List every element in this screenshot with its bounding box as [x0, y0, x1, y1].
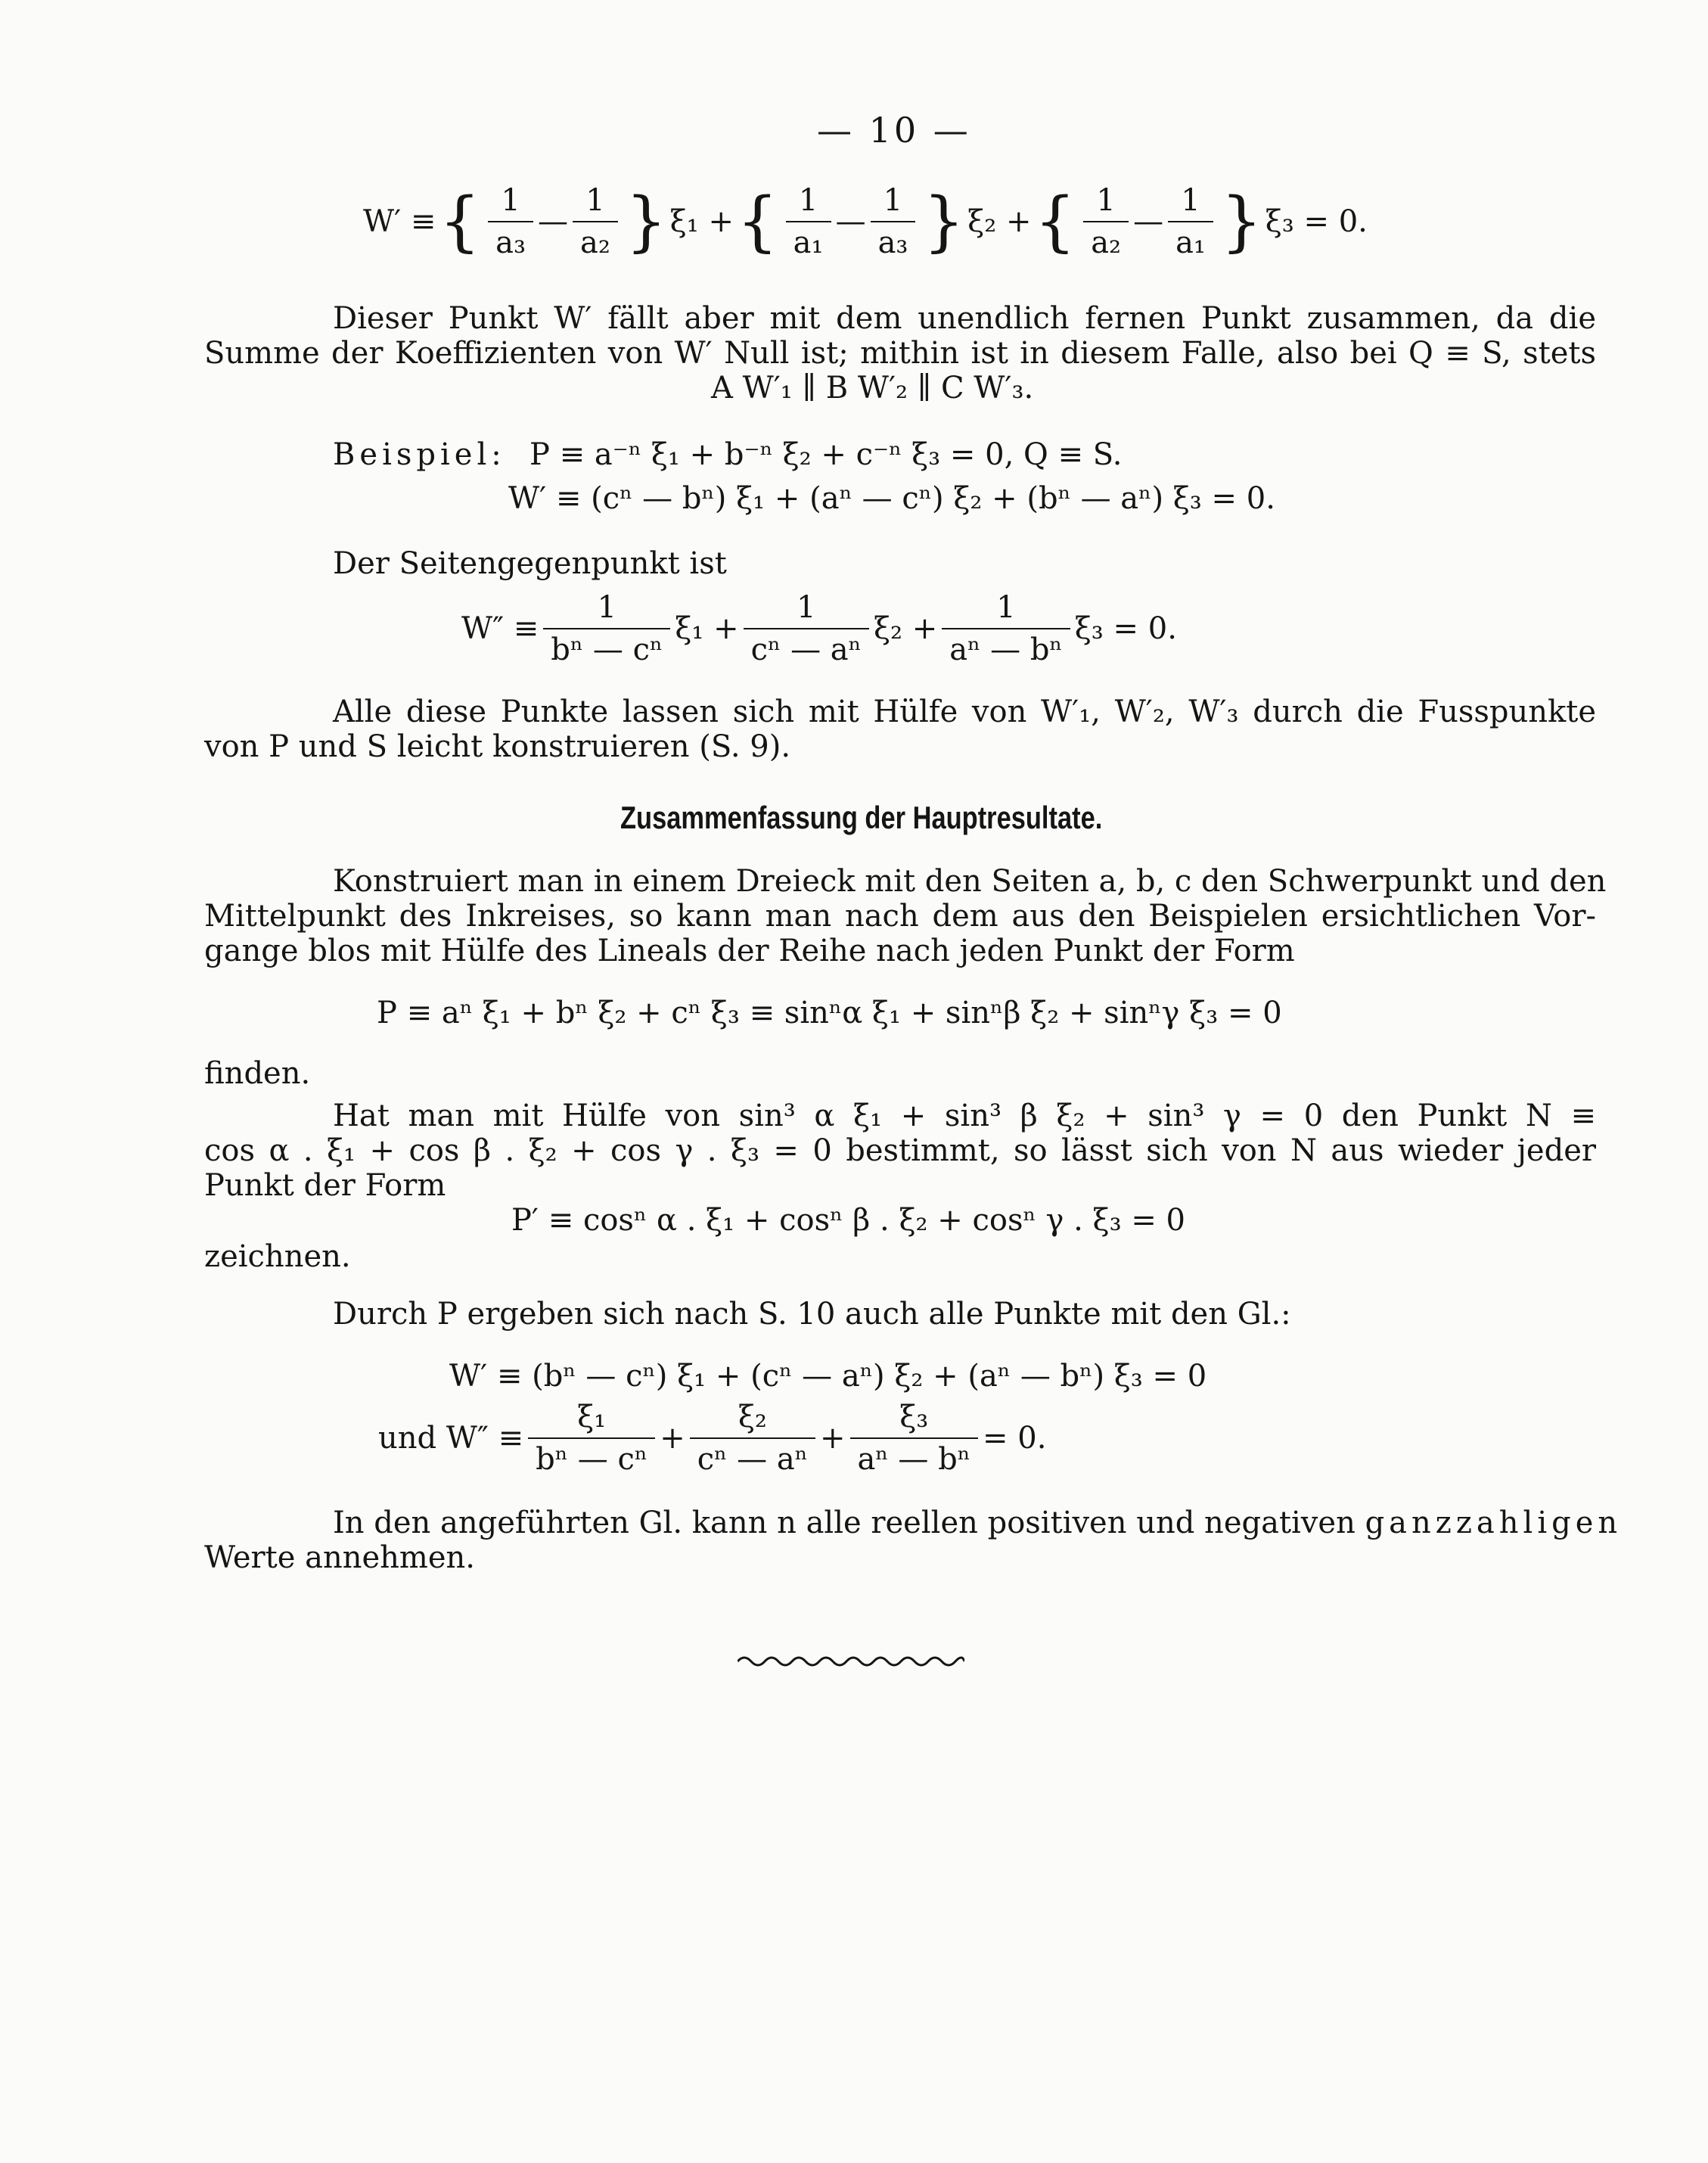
example-equation-w-prime: W′ ≡ (cⁿ — bⁿ) ξ₁ + (aⁿ — cⁿ) ξ₂ + (bⁿ — aⁿ) ξ₃ = 0. — [508, 481, 1275, 516]
paragraph-line: Punkt der Form — [204, 1168, 446, 1203]
equation-p-prime: P′ ≡ cosⁿ α . ξ₁ + cosⁿ β . ξ₂ + cosⁿ γ . ξ₃ = 0 — [511, 1203, 1185, 1238]
paragraph-line: finden. — [204, 1056, 311, 1091]
eq1-var2: ξ₂ + — [967, 204, 1032, 239]
eq6-operator: + — [820, 1421, 846, 1456]
eq1-var1: ξ₁ + — [669, 204, 734, 239]
brace-close: } — [625, 184, 667, 259]
paragraph-line: A W′₁ ∥ B W′₂ ∥ C W′₃. — [711, 371, 1034, 406]
paragraph-line: Mittelpunkt des Inkreises, so kann man nach dem aus den Beispielen ersichtlichen Vor- — [204, 899, 1596, 934]
fraction: $\frac{1}{\text{bⁿ — cⁿ}}$ — [543, 590, 670, 667]
brace-open: { — [1034, 184, 1076, 259]
equation-w-prime-final: W′ ≡ (bⁿ — cⁿ) ξ₁ + (cⁿ — aⁿ) ξ₂ + (aⁿ — bⁿ) ξ₃ = 0 — [449, 1359, 1207, 1394]
paragraph-line: Hat man mit Hülfe von sin³ α ξ₁ + sin³ β ξ₂ + sin³ γ = 0 den Punkt N ≡ — [333, 1099, 1596, 1133]
spaced-emphasis: ganzzahligen — [1365, 1506, 1623, 1540]
paragraph-line: zeichnen. — [204, 1239, 351, 1274]
eq2-lhs: W″ ≡ — [461, 611, 539, 646]
fraction: $\frac{1}{\text{cⁿ — aⁿ}}$ — [744, 590, 869, 667]
paragraph-line: Durch P ergeben sich nach S. 10 auch alle Punkte mit den Gl.: — [333, 1297, 1291, 1332]
paragraph-text: In den angeführten Gl. kann n alle reellen positiven und negativen — [333, 1506, 1356, 1540]
fraction: $\frac{1}{\text{a₁}}$ — [786, 183, 831, 260]
paragraph-line: cos α . ξ₁ + cos β . ξ₂ + cos γ . ξ₃ = 0 bestimmt, so lässt sich von N aus wieder jeder — [204, 1133, 1596, 1168]
brace-close: } — [923, 184, 965, 259]
decorative-wavy-rule — [738, 1649, 964, 1672]
equation-w-double-prime — [461, 590, 1177, 667]
fraction: $\frac{1}{\text{a₂}}$ — [573, 183, 618, 260]
fraction: $\frac{\text{ξ₁}}{\text{bⁿ — cⁿ}}$ — [528, 1400, 655, 1477]
fraction: $\frac{\text{ξ₂}}{\text{cⁿ — aⁿ}}$ — [690, 1400, 815, 1477]
fraction: $\frac{1}{\text{aⁿ — bⁿ}}$ — [942, 590, 1070, 667]
eq1-var3: ξ₃ = 0. — [1265, 204, 1368, 239]
paragraph-line: Dieser Punkt W′ fällt aber mit dem unendlich fernen Punkt zusammen, da die — [333, 301, 1596, 336]
paragraph-line: von P und S leicht konstruieren (S. 9). — [204, 729, 791, 764]
eq6-lhs: und W″ ≡ — [378, 1421, 524, 1456]
eq2-var: ξ₃ = 0. — [1074, 611, 1177, 646]
paragraph-line: gange blos mit Hülfe des Lineals der Reihe nach jeden Punkt der Form — [204, 934, 1295, 968]
fraction: $\frac{1}{\text{a₃}}$ — [488, 183, 533, 260]
fraction: $\frac{1}{\text{a₁}}$ — [1168, 183, 1213, 260]
paragraph-line: Werte annehmen. — [204, 1540, 475, 1575]
eq1-lhs: W′ ≡ — [363, 204, 436, 239]
paragraph-line: Der Seitengegenpunkt ist — [333, 546, 727, 581]
paragraph-line — [333, 1506, 1623, 1540]
equation-p-general: P ≡ aⁿ ξ₁ + bⁿ ξ₂ + cⁿ ξ₃ ≡ sinⁿα ξ₁ + sinⁿβ ξ₂ + sinⁿγ ξ₃ = 0 — [377, 996, 1282, 1030]
fraction: $\frac{1}{\text{a₂}}$ — [1083, 183, 1129, 260]
eq2-var: ξ₂ + — [873, 611, 938, 646]
page-number: — 10 — — [817, 110, 971, 151]
eq6-end: = 0. — [983, 1421, 1047, 1456]
equation-w-double-prime-final — [378, 1400, 1046, 1477]
paragraph-line: Summe der Koeffizienten von W′ Null ist; mithin ist in diesem Falle, also bei Q ≡ S, stets — [204, 336, 1596, 371]
brace-close: } — [1220, 184, 1262, 259]
fraction: $\frac{\text{ξ₃}}{\text{aⁿ — bⁿ}}$ — [850, 1400, 979, 1477]
brace-open: { — [439, 184, 481, 259]
brace-open: { — [736, 184, 778, 259]
eq2-var: ξ₁ + — [675, 611, 739, 646]
section-heading: Zusammenfassung der Hauptresultate. — [620, 800, 1103, 835]
eq6-operator: + — [660, 1421, 685, 1456]
example-equation-p: P ≡ a⁻ⁿ ξ₁ + b⁻ⁿ ξ₂ + c⁻ⁿ ξ₃ = 0, Q ≡ S. — [529, 437, 1123, 472]
equation-w-prime-general: W′ ≡ { $\frac{1}{\text{a₃}}$ — $\frac{1}{\text{a₂}}$ } ξ₁ + { $\frac{1}{\text{a₁}}$ — $\frac{1}{\text{a₃}}$ } ξ₂ + { $\frac{1}{\text{a₂}}$ — $\frac{1}{\text{a₁}}$ } ξ₃ = 0. — [363, 183, 1368, 260]
paragraph-line: Alle diese Punkte lassen sich mit Hülfe von W′₁, W′₂, W′₃ durch die Fusspunkte — [333, 695, 1596, 729]
example-label: Beispiel: — [333, 437, 506, 472]
fraction: $\frac{1}{\text{a₃}}$ — [871, 183, 916, 260]
paragraph-line: Konstruiert man in einem Dreieck mit den Seiten a, b, c den Schwerpunkt und den — [333, 864, 1607, 899]
